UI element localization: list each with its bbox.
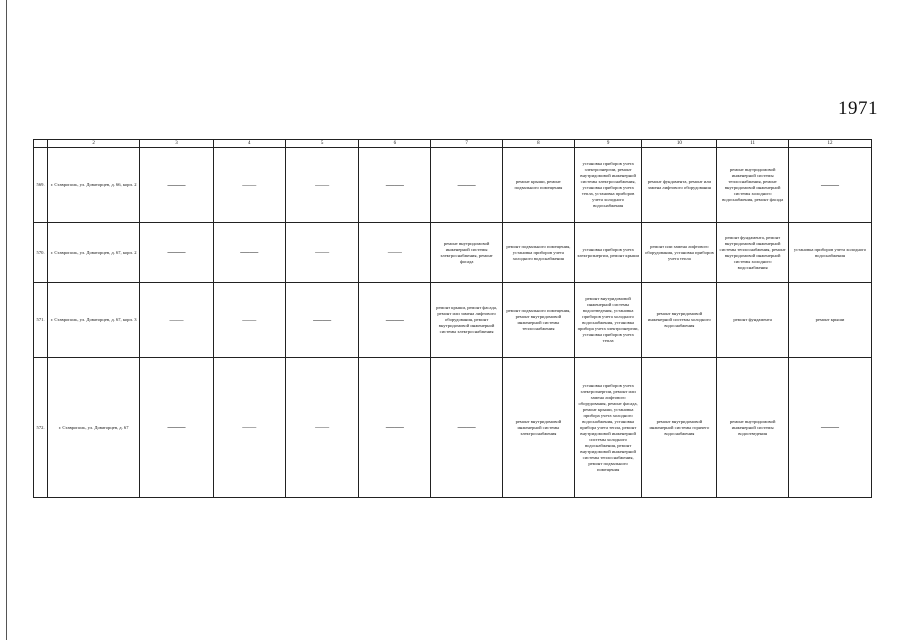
cell-c4 (213, 223, 285, 283)
cell-c11: ремонт фундамента, ремонт внутридомовой инженерной системы теплоснабжения, ремонт внутридомовой инженерной системы холодного водоснабжения (717, 223, 789, 283)
dash-mark: —— (242, 423, 257, 431)
dash-mark: —— (242, 315, 257, 324)
cell-c4 (213, 148, 285, 223)
column-number-header-row (34, 140, 872, 148)
dash-mark: —— (167, 247, 186, 257)
cell-c11: ремонт внутридомовой инженерной системы теплоснабжения, ремонт внутридомовой инженерной системы холодного водоснабжения, ремонт фасада (717, 148, 789, 223)
header-cell: 5 (285, 140, 359, 148)
cell-c3 (140, 148, 214, 223)
cell-c8: ремонт подвального помещения, установка приборов учета холодного водоснабжения (502, 223, 574, 283)
cell-c8: ремонт крыши, ремонт подвального помещения (502, 148, 574, 223)
cell-c12: ремонт крыши (789, 283, 872, 358)
cell-c7: ремонт внутридомовой инженерной системы электроснабжения, ремонт фасада (431, 223, 503, 283)
row-address: г. Ставрополь, ул. Доваторцев, д. 66, корп. 2 (48, 148, 140, 223)
repair-schedule-table (33, 139, 872, 498)
cell-c4 (213, 358, 285, 498)
header-cell: 12 (789, 140, 872, 148)
scan-edge-line (6, 0, 7, 640)
cell-c5 (285, 283, 359, 358)
cell-c3 (140, 283, 214, 358)
row-address: г. Ставрополь, ул. Доваторцев, д. 67 (48, 358, 140, 498)
cell-c6 (359, 223, 431, 283)
dash-mark: —— (315, 180, 330, 189)
row-number: 572. (34, 358, 48, 498)
dash-mark: —— (821, 179, 840, 190)
row-number: 571. (34, 283, 48, 358)
dash-mark: —— (167, 179, 186, 190)
dash-mark: —— (385, 179, 404, 190)
dash-mark: —— (242, 180, 257, 189)
cell-c6 (359, 358, 431, 498)
header-cell-index (34, 140, 48, 148)
cell-c7 (431, 358, 503, 498)
table-row (34, 148, 872, 223)
dash-mark: —— (315, 248, 330, 256)
cell-c8: ремонт внутридомовой инженерной системы электроснабжения (502, 358, 574, 498)
cell-c12 (789, 358, 872, 498)
cell-c6 (359, 148, 431, 223)
cell-c12 (789, 148, 872, 223)
cell-c7 (431, 148, 503, 223)
dash-mark: —— (457, 179, 476, 190)
header-cell: 3 (140, 140, 214, 148)
header-cell: 9 (574, 140, 642, 148)
header-cell: 8 (502, 140, 574, 148)
cell-c7: ремонт крыши, ремонт фасада, ремонт или замена лифтового оборудования, ремонт внутридомовой инженерной системы электроснабжения (431, 283, 503, 358)
row-number: 569. (34, 148, 48, 223)
page-number: 1971 (838, 98, 878, 119)
header-cell: 2 (48, 140, 140, 148)
cell-c10: ремонт или замена лифтового оборудования, установка приборов учета тепла (642, 223, 717, 283)
row-address: г. Ставрополь, ул. Доваторцев, д. 67, корп. 2 (48, 223, 140, 283)
cell-c10: ремонт внутридомовой инженерной системы горячего водоснабжения (642, 358, 717, 498)
dash-mark: —— (385, 422, 404, 432)
table-row (34, 223, 872, 283)
table-row (34, 283, 872, 358)
header-cell: 10 (642, 140, 717, 148)
cell-c9: установка приборов учета электроэнергии, ремонт внутридомовой инженерной системы электроснабжения, установка приборов учета тепла, установка приборов учета холодного водоснабжения (574, 148, 642, 223)
cell-c9: ремонт внутридомовой инженерной системы водоотведения, установка приборов учета холодного водоснабжения, установка прибора учета электроэнергии, установка приборов учета тепла (574, 283, 642, 358)
dash-mark: —— (313, 314, 332, 325)
header-cell: 11 (717, 140, 789, 148)
cell-c5 (285, 223, 359, 283)
dash-mark: —— (387, 248, 402, 256)
cell-c9: установка приборов учета электроэнергии, ремонт или замена лифтового оборудования, ремонт фасада, ремонт крыши, установка прибора учета холодного водоснабжения, установка прибора учета тепла, ремонт внутридомовой инженерной системы холодного водоснабжения, ремонт внутридомовой инженерной системы теплоснабжения, ремонт подвального помещения (574, 358, 642, 498)
cell-c4 (213, 283, 285, 358)
cell-c10: ремонт фундамента, ремонт или замена лифтового оборудования (642, 148, 717, 223)
header-cell: 4 (213, 140, 285, 148)
dash-mark: —— (240, 247, 259, 257)
dash-mark: —— (385, 314, 404, 325)
table-row (34, 358, 872, 498)
cell-c12: установка приборов учета холодного водоснабжения (789, 223, 872, 283)
cell-c11: ремонт внутридомовой инженерной системы водоотведения (717, 358, 789, 498)
cell-c9: установка приборов учета электроэнергии, ремонт крыши (574, 223, 642, 283)
dash-mark: —— (167, 422, 186, 432)
cell-c3 (140, 358, 214, 498)
dash-mark: —— (315, 423, 330, 431)
cell-c6 (359, 283, 431, 358)
cell-c5 (285, 358, 359, 498)
row-number: 570. (34, 223, 48, 283)
dash-mark: —— (457, 422, 476, 432)
cell-c8: ремонт подвального помещения, ремонт внутридомовой инженерной системы теплоснабжения (502, 283, 574, 358)
dash-mark: —— (821, 422, 840, 432)
row-address: г. Ставрополь, ул. Доваторцев, д. 67, корп. 3 (48, 283, 140, 358)
cell-c5 (285, 148, 359, 223)
header-cell: 6 (359, 140, 431, 148)
cell-c11: ремонт фундамента (717, 283, 789, 358)
dash-mark: —— (169, 315, 184, 324)
header-cell: 7 (431, 140, 503, 148)
cell-c10: ремонт внутридомовой инженерной системы холодного водоснабжения (642, 283, 717, 358)
cell-c3 (140, 223, 214, 283)
